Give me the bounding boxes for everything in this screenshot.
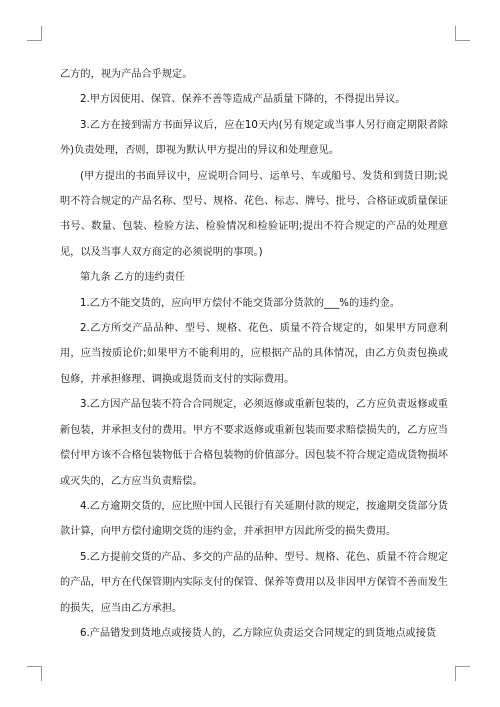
paragraph-article9-clause-6: 6.产品错发到货地点或接货人的，乙方除应负责运交合同规定的到货地点或接货 [80,627,437,639]
paragraph-article9-clause-2: 2.乙方所交产品品种、型号、规格、花色、质量不符合规定的，如果甲方同意利用，应当按质论价;如果甲方不能利用的，应根据产品的具体情况，由乙方负责包换或包修，并承担修理、调换或退货而支付的实际费用。 [60,323,448,385]
crop-mark-bottom-left [27,666,42,681]
paragraph-article9-clause-4: 4.乙方逾期交货的，应比照中国人民银行有关延期付款的规定，按逾期交货部分货款计算，向甲方偿付逾期交货的违约金，并承担甲方因此所受的损失费用。 [60,500,448,538]
paragraph-objection-note: (甲方提出的书面异议中，应说明合同号、运单号、车或船号、发货和到货日期;说明不符合规定的产品名称、型号、规格、花色、标志、牌号、批号、合格证或质量保证书号、数量、包装、检验方法、检验情况和检验证明;提出不符合规定的产品的处理意见，以及当事人双方商定的必须说明的事项。) [60,170,448,258]
paragraph-article9-clause-1: 1.乙方不能交货的，应向甲方偿付不能交货部分货款的___%的违约金。 [80,297,400,309]
paragraph-clause-3: 3.乙方在接到需方书面异议后，应在10天内(另有规定或当事人另行商定期限者除外)负责处理，否则，即视为默认甲方提出的异议和处理意见。 [60,119,448,157]
crop-mark-top-left [27,26,42,41]
crop-mark-top-right [455,26,470,41]
paragraph-continuation: 乙方的，视为产品合乎规定。 [60,69,193,80]
crop-mark-bottom-right [455,666,470,681]
paragraph-article9-clause-5: 5.乙方提前交货的产品、多交的产品的品种、型号、规格、花色、质量不符合规定的产品，甲方在代保管期内实际支付的保管、保养等费用以及非因甲方保管不善而发生的损失，应当由乙方承担。 [60,551,448,614]
paragraph-article9-clause-3: 3.乙方因产品包装不符合合同规定，必须返修或重新包装的，乙方应负责返修或重新包装，并承担支付的费用。甲方不要求返修或重新包装而要求赔偿损失的，乙方应当偿付甲方该不合格包装物低于合格包装物的价值部分。因包装不符合规定造成货物损坏或灭失的，乙方应当负责赔偿。 [60,399,448,487]
paragraph-clause-2: 2.甲方因使用、保管、保养不善等造成产品质量下降的，不得提出异议。 [80,94,406,106]
page-content [60,62,448,646]
article-heading-9: 第九条 乙方的违约责任 [80,272,186,284]
